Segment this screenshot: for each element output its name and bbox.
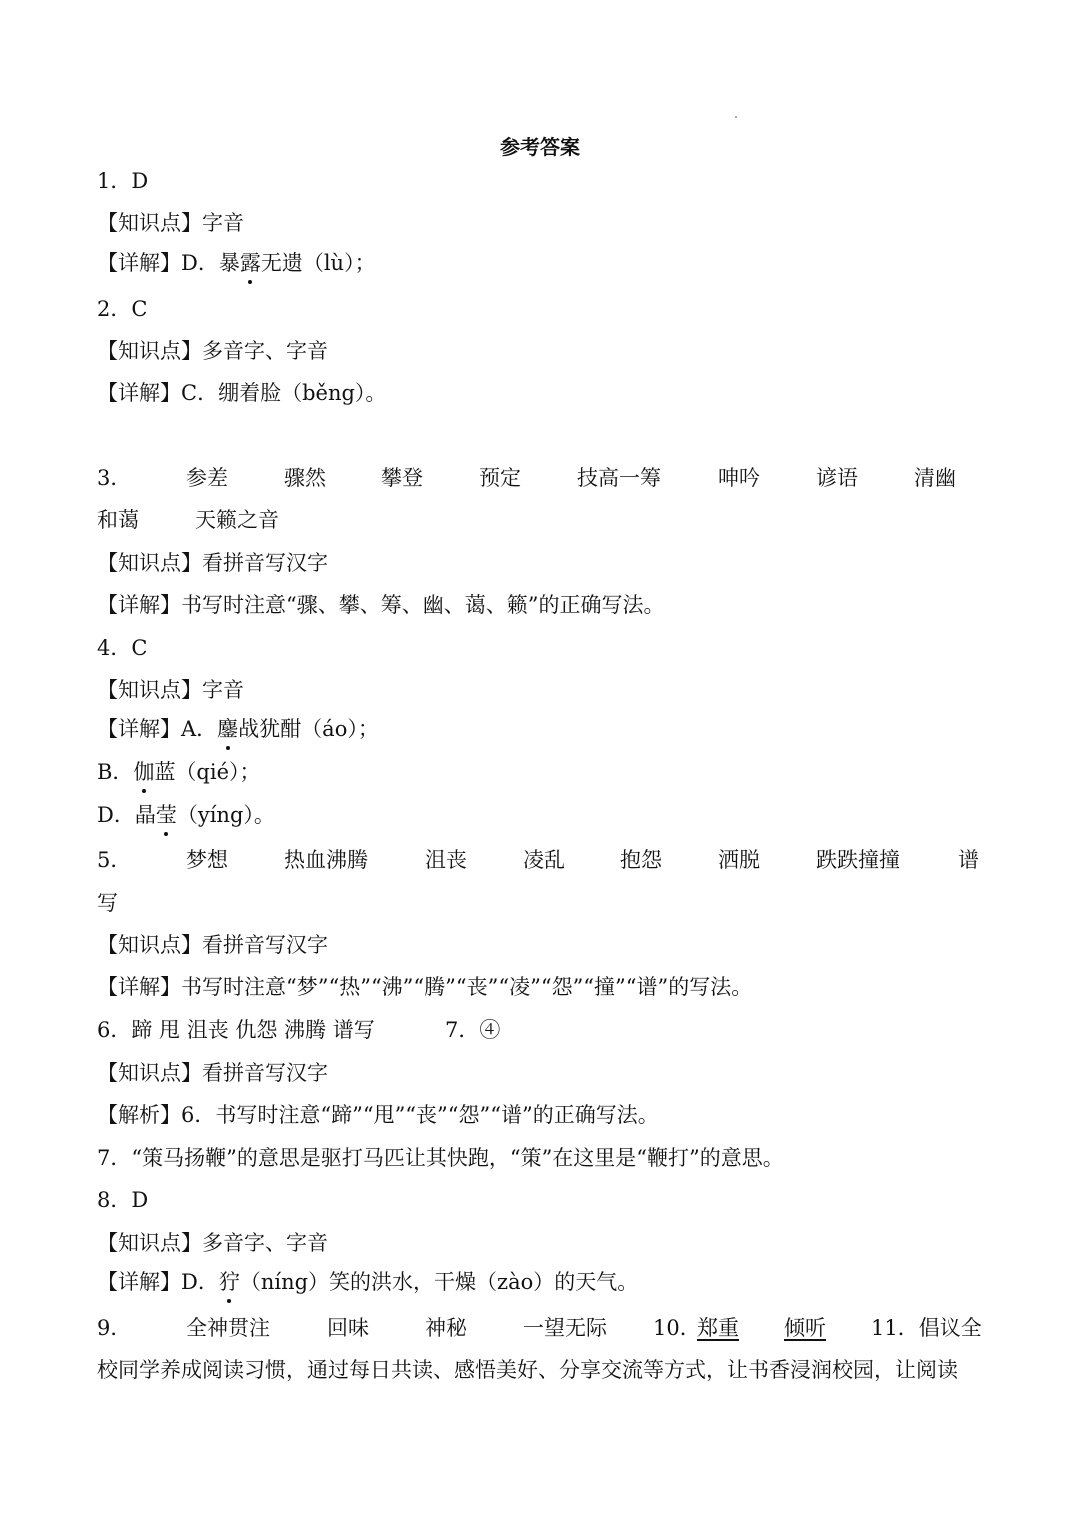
q3-word: 参差 [186, 466, 228, 490]
q8-answer: 8．D [97, 1188, 149, 1212]
q5-word: 跌跌撞撞 [816, 848, 900, 872]
q5-word: 梦想 [186, 848, 228, 872]
q5-num: 5． [97, 848, 132, 872]
q5-knowledge: 【知识点】看拼音写汉字 [97, 933, 328, 957]
q9-word: 一望无际 [523, 1316, 607, 1340]
page-title: 参考答案 [500, 135, 580, 159]
q3-word: 天籁之音 [195, 508, 279, 532]
emphasis-dot-char: 露 [240, 248, 261, 278]
q3-word: 谚语 [816, 466, 858, 490]
q4-detail-d: D．晶莹（yíng）。 [97, 800, 275, 830]
q2-detail: 【详解】C．绷着脸（běng）。 [97, 381, 387, 405]
q3-word: 预定 [479, 466, 521, 490]
q5-word: 凌乱 [523, 848, 565, 872]
q4-knowledge: 【知识点】字音 [97, 678, 244, 702]
q5-detail: 【详解】书写时注意“梦”“热”“沸”“腾”“丧”“凌”“怨”“撞”“谱”的写法。 [97, 975, 753, 999]
q5-wrap: 写 [97, 891, 118, 915]
q6-answer: 6．蹄 甩 沮丧 仇怨 沸腾 谱写 [97, 1018, 375, 1042]
q5-word: 洒脱 [718, 848, 760, 872]
q10-answer-underlined: 郑重 [697, 1316, 739, 1340]
q3-word: 和蔼 [97, 508, 139, 532]
q3-word: 呻吟 [718, 466, 760, 490]
emphasis-dot-char: 鏖 [217, 714, 238, 744]
q9-word: 回味 [327, 1316, 369, 1340]
q9-word: 神秘 [425, 1316, 467, 1340]
q5-word: 沮丧 [425, 848, 467, 872]
q8-knowledge: 【知识点】多音字、字音 [97, 1231, 328, 1255]
q7-answer: 7．④ [445, 1018, 501, 1042]
q3-word: 清幽 [914, 466, 956, 490]
q4-detail-b: B．伽蓝（qié）； [97, 757, 261, 787]
q10-answer-underlined: 倾听 [784, 1316, 826, 1340]
emphasis-dot-char: 伽 [133, 757, 154, 787]
q8-detail: 【详解】D．狞（níng）笑的洪水，干燥（zào）的天气。 [97, 1267, 638, 1297]
q5-word: 抱怨 [620, 848, 662, 872]
q1-answer: 1．D [97, 169, 149, 193]
q11-start: 11．倡议全 [871, 1316, 982, 1340]
q5-word: 谱 [958, 848, 979, 872]
q6-detail: 【解析】6．书写时注意“蹄”“甩”“丧”“怨”“谱”的正确写法。 [97, 1103, 659, 1127]
q1-knowledge: 【知识点】字音 [97, 211, 244, 235]
q7-detail: 7．“策马扬鞭”的意思是驱打马匹让其快跑，“策”在这里是“鞭打”的意思。 [97, 1146, 784, 1170]
emphasis-dot-char: 莹 [156, 800, 177, 830]
q5-word: 热血沸腾 [284, 848, 368, 872]
q1-detail: 【详解】D．暴露无遗（lù）； [97, 248, 376, 278]
scan-dot [735, 116, 737, 118]
q11-line2: 校同学养成阅读习惯，通过每日共读、感悟美好、分享交流等方式，让书香浸润校园，让阅读 [97, 1358, 958, 1382]
q2-answer: 2．C [97, 297, 148, 321]
q3-word: 骤然 [284, 466, 326, 490]
q6-knowledge: 【知识点】看拼音写汉字 [97, 1061, 328, 1085]
q4-detail-a: 【详解】A．鏖战犹酣（áo）； [97, 714, 379, 744]
q9-num: 9． [97, 1316, 132, 1340]
q3-detail: 【详解】书写时注意“骤、攀、筹、幽、蔼、籁”的正确写法。 [97, 593, 665, 617]
q4-answer: 4．C [97, 636, 148, 660]
q3-word: 技高一筹 [577, 466, 661, 490]
q3-word: 攀登 [381, 466, 423, 490]
q3-knowledge: 【知识点】看拼音写汉字 [97, 551, 328, 575]
emphasis-dot-char: 狞 [219, 1267, 240, 1297]
q9-word: 全神贯注 [186, 1316, 270, 1340]
q2-knowledge: 【知识点】多音字、字音 [97, 339, 328, 363]
q3-num: 3． [97, 466, 132, 490]
q10-num: 10． [653, 1316, 701, 1340]
